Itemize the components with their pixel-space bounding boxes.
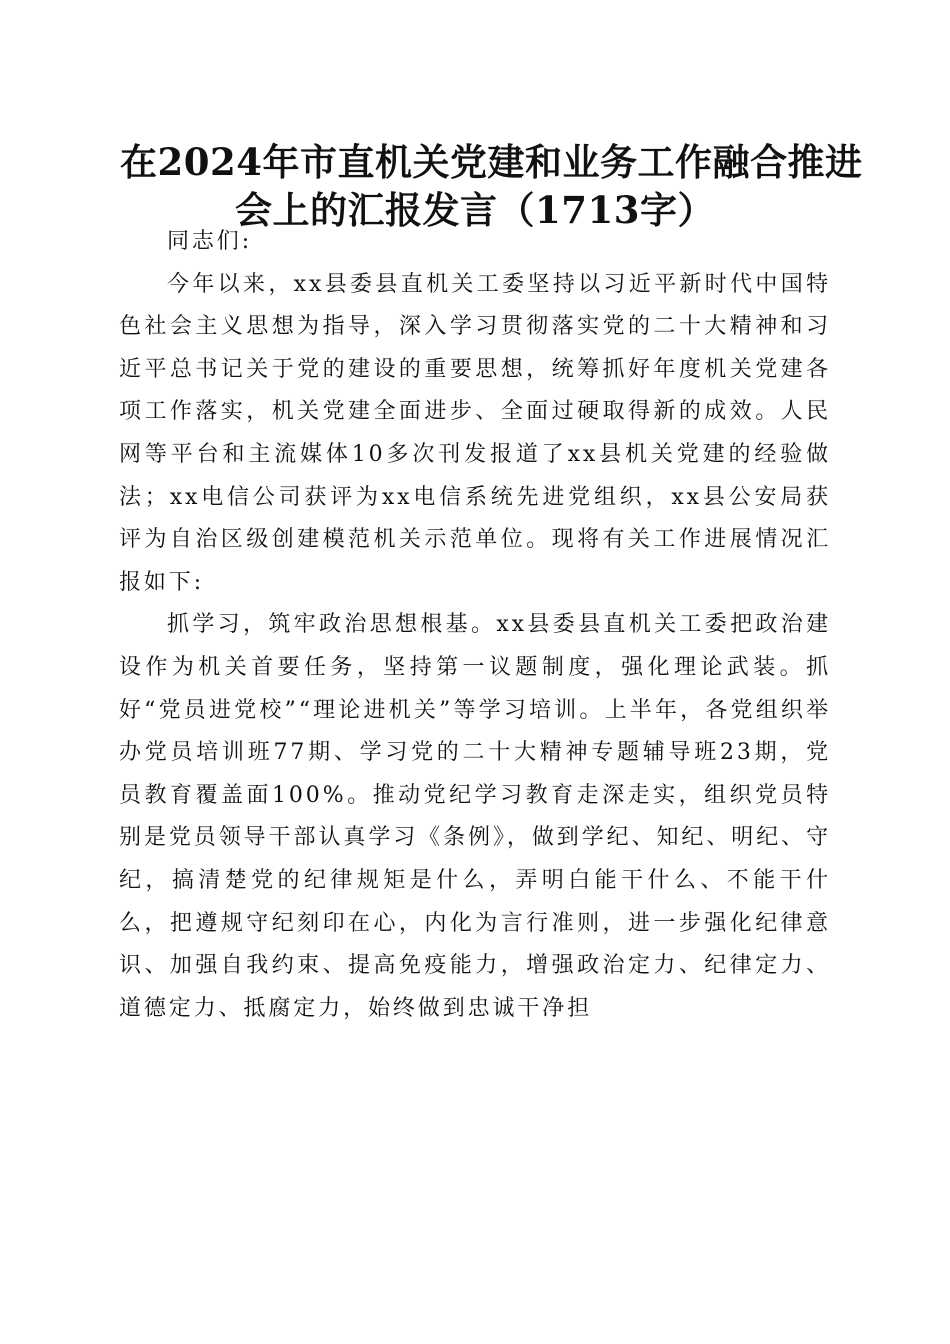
document-title bbox=[120, 138, 863, 234]
paragraph-intro: 今年以来，xx县委县直机关工委坚持以习近平新时代中国特色社会主义思想为指导，深入学习贯彻落实党的二十大精神和习近平总书记关于党的建设的重要思想，统筹抓好年度机关党建各项工作落实，机关党建全面进步、全面过硬取得新的成效。人民网等平台和主流媒体10多次刊发报道了xx县机关党建的经验做法；xx电信公司获评为xx电信系统先进党组织，xx县公安局获评为自治区级创建模范机关示范单位。现将有关工作进展情况汇报如下: bbox=[119, 271, 831, 595]
title-line-1: 在2024年市直机关党建和业务工作融合推进 bbox=[120, 140, 863, 184]
salutation: 同志们: bbox=[167, 229, 253, 254]
title-line-2: 会上的汇报发言（1713字） bbox=[235, 188, 715, 232]
paragraph-study: 抓学习，筑牢政治思想根基。xx县委县直机关工委把政治建设作为机关首要任务，坚持第一议题制度，强化理论武装。抓好“党员进党校”“理论进机关”等学习培训。上半年，各党组织举办党员培训班77期、学习党的二十大精神专题辅导班23期，党员教育覆盖面100%。推动党纪学习教育走深走实，组织党员特别是党员领导干部认真学习《条例》，做到学纪、知纪、明纪、守纪，搞清楚党的纪律规矩是什么，弄明白能干什么、不能干什么，把遵规守纪刻印在心，内化为言行准则，进一步强化纪律意识、加强自我约束、提高免疫能力，增强政治定力、纪律定力、道德定力、抵腐定力，始终做到忠诚干净担 bbox=[119, 612, 831, 1021]
document-body bbox=[119, 221, 831, 1030]
